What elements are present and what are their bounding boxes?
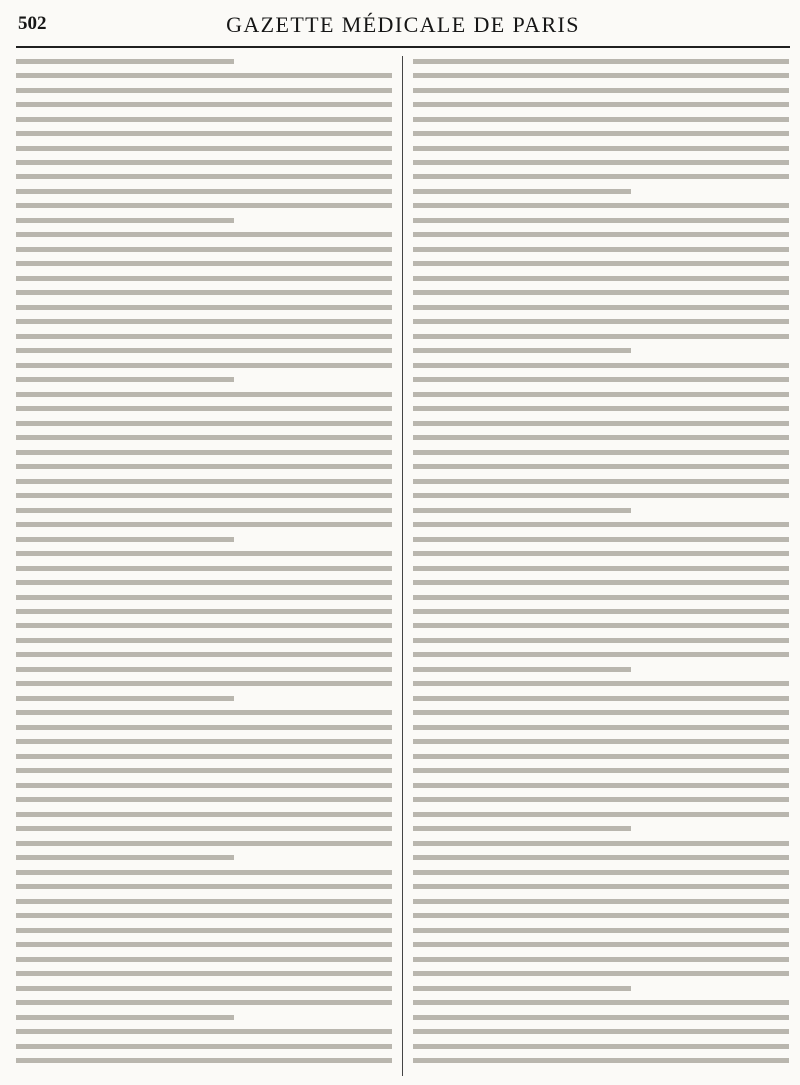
illegible-text-line [16, 346, 392, 356]
illegible-text-line [413, 520, 789, 530]
illegible-text-line [413, 172, 789, 182]
illegible-text-line [413, 491, 789, 501]
illegible-text-line [413, 85, 789, 95]
illegible-text-line [413, 1041, 789, 1051]
illegible-text-line [413, 404, 789, 414]
illegible-text-line [413, 824, 789, 834]
illegible-text-line [413, 997, 789, 1007]
illegible-text-line [16, 99, 392, 109]
illegible-text-line [413, 983, 789, 993]
illegible-text-line [413, 548, 789, 558]
illegible-text-line [16, 693, 392, 703]
illegible-text-line [413, 302, 789, 312]
illegible-text-line [413, 99, 789, 109]
illegible-text-line [413, 418, 789, 428]
illegible-text-line [16, 70, 392, 80]
illegible-text-line [16, 114, 392, 124]
illegible-text-line [16, 882, 392, 892]
illegible-text-line [413, 534, 789, 544]
illegible-text-line [413, 317, 789, 327]
illegible-text-line [413, 346, 789, 356]
illegible-text-line [413, 244, 789, 254]
illegible-text-line [16, 606, 392, 616]
illegible-text-line [16, 128, 392, 138]
illegible-text-line [16, 230, 392, 240]
illegible-text-line [16, 809, 392, 819]
illegible-text-line [413, 462, 789, 472]
illegible-text-line [16, 215, 392, 225]
illegible-text-line [413, 114, 789, 124]
illegible-text-line [16, 1041, 392, 1051]
illegible-text-line [16, 925, 392, 935]
illegible-text-line [16, 331, 392, 341]
illegible-text-line [16, 389, 392, 399]
illegible-text-line [413, 722, 789, 732]
illegible-text-line [16, 621, 392, 631]
illegible-text-line [16, 491, 392, 501]
illegible-text-line [16, 302, 392, 312]
illegible-text-line [413, 1012, 789, 1022]
illegible-text-line [413, 838, 789, 848]
illegible-text-line [16, 1012, 392, 1022]
illegible-text-line [413, 128, 789, 138]
illegible-text-line [16, 563, 392, 573]
illegible-text-line [16, 940, 392, 950]
illegible-text-line [413, 215, 789, 225]
illegible-text-line [16, 795, 392, 805]
illegible-text-line [16, 708, 392, 718]
text-columns [16, 56, 790, 1076]
masthead [16, 12, 790, 46]
illegible-text-line [413, 360, 789, 370]
illegible-text-line [413, 751, 789, 761]
illegible-text-line [413, 505, 789, 515]
illegible-text-line [16, 997, 392, 1007]
illegible-text-line [413, 230, 789, 240]
illegible-text-line [413, 433, 789, 443]
illegible-text-line [413, 563, 789, 573]
illegible-text-line [16, 1026, 392, 1036]
illegible-text-line [16, 650, 392, 660]
illegible-text-line [413, 447, 789, 457]
illegible-text-line [413, 693, 789, 703]
illegible-text-line [413, 853, 789, 863]
illegible-text-line [413, 621, 789, 631]
illegible-text-line [413, 867, 789, 877]
illegible-text-line [413, 201, 789, 211]
illegible-text-line [413, 795, 789, 805]
illegible-text-line [413, 635, 789, 645]
illegible-text-line [413, 940, 789, 950]
illegible-text-line [413, 737, 789, 747]
illegible-text-line [413, 56, 789, 66]
illegible-text-line [413, 664, 789, 674]
illegible-text-line [16, 273, 392, 283]
illegible-text-line [16, 577, 392, 587]
illegible-text-line [413, 577, 789, 587]
illegible-text-line [413, 650, 789, 660]
illegible-text-line [413, 925, 789, 935]
illegible-text-line [16, 418, 392, 428]
illegible-text-line [16, 375, 392, 385]
illegible-text-line [16, 172, 392, 182]
illegible-text-line [413, 969, 789, 979]
illegible-text-line [16, 780, 392, 790]
illegible-text-line [16, 911, 392, 921]
illegible-text-line [16, 954, 392, 964]
illegible-text-line [413, 679, 789, 689]
header-rule [16, 46, 790, 48]
illegible-text-line [413, 911, 789, 921]
illegible-text-line [16, 520, 392, 530]
illegible-text-line [413, 954, 789, 964]
left-column [16, 56, 392, 1076]
illegible-text-line [16, 592, 392, 602]
illegible-text-line [16, 969, 392, 979]
illegible-text-line [413, 896, 789, 906]
illegible-text-line [413, 157, 789, 167]
illegible-text-line [16, 896, 392, 906]
illegible-text-line [16, 476, 392, 486]
illegible-text-line [413, 389, 789, 399]
illegible-text-line [16, 824, 392, 834]
illegible-text-line [16, 737, 392, 747]
illegible-text-line [16, 404, 392, 414]
illegible-text-line [16, 157, 392, 167]
illegible-text-line [16, 360, 392, 370]
illegible-text-line [16, 505, 392, 515]
illegible-text-line [16, 838, 392, 848]
illegible-text-line [413, 592, 789, 602]
illegible-text-line [16, 447, 392, 457]
illegible-text-line [413, 143, 789, 153]
illegible-text-line [16, 867, 392, 877]
illegible-text-line [16, 288, 392, 298]
illegible-text-line [16, 433, 392, 443]
illegible-text-line [16, 635, 392, 645]
illegible-text-line [16, 983, 392, 993]
illegible-text-line [413, 259, 789, 269]
illegible-text-line [413, 288, 789, 298]
illegible-text-line [413, 780, 789, 790]
illegible-text-line [413, 331, 789, 341]
illegible-text-line [413, 606, 789, 616]
illegible-text-line [16, 664, 392, 674]
illegible-text-line [16, 722, 392, 732]
illegible-text-line [16, 853, 392, 863]
illegible-text-line [16, 259, 392, 269]
illegible-text-line [16, 1055, 392, 1065]
illegible-text-line [413, 882, 789, 892]
illegible-text-line [413, 186, 789, 196]
illegible-text-line [16, 679, 392, 689]
column-rule [402, 56, 403, 1076]
page-number: 502 [18, 13, 47, 34]
illegible-text-line [16, 751, 392, 761]
illegible-text-line [16, 56, 392, 66]
illegible-text-line [413, 273, 789, 283]
illegible-text-line [16, 186, 392, 196]
illegible-text-line [16, 766, 392, 776]
illegible-text-line [413, 766, 789, 776]
illegible-text-line [413, 70, 789, 80]
illegible-text-line [413, 375, 789, 385]
illegible-text-line [16, 201, 392, 211]
illegible-text-line [413, 1026, 789, 1036]
illegible-text-line [16, 534, 392, 544]
illegible-text-line [413, 708, 789, 718]
illegible-text-line [413, 1055, 789, 1065]
illegible-text-line [16, 244, 392, 254]
illegible-text-line [16, 548, 392, 558]
illegible-text-line [16, 317, 392, 327]
illegible-text-line [16, 462, 392, 472]
illegible-text-line [413, 809, 789, 819]
illegible-text-line [16, 143, 392, 153]
journal-title: GAZETTE MÉDICALE DE PARIS [226, 12, 580, 37]
illegible-text-line [413, 476, 789, 486]
illegible-text-line [16, 85, 392, 95]
right-column [413, 56, 789, 1076]
